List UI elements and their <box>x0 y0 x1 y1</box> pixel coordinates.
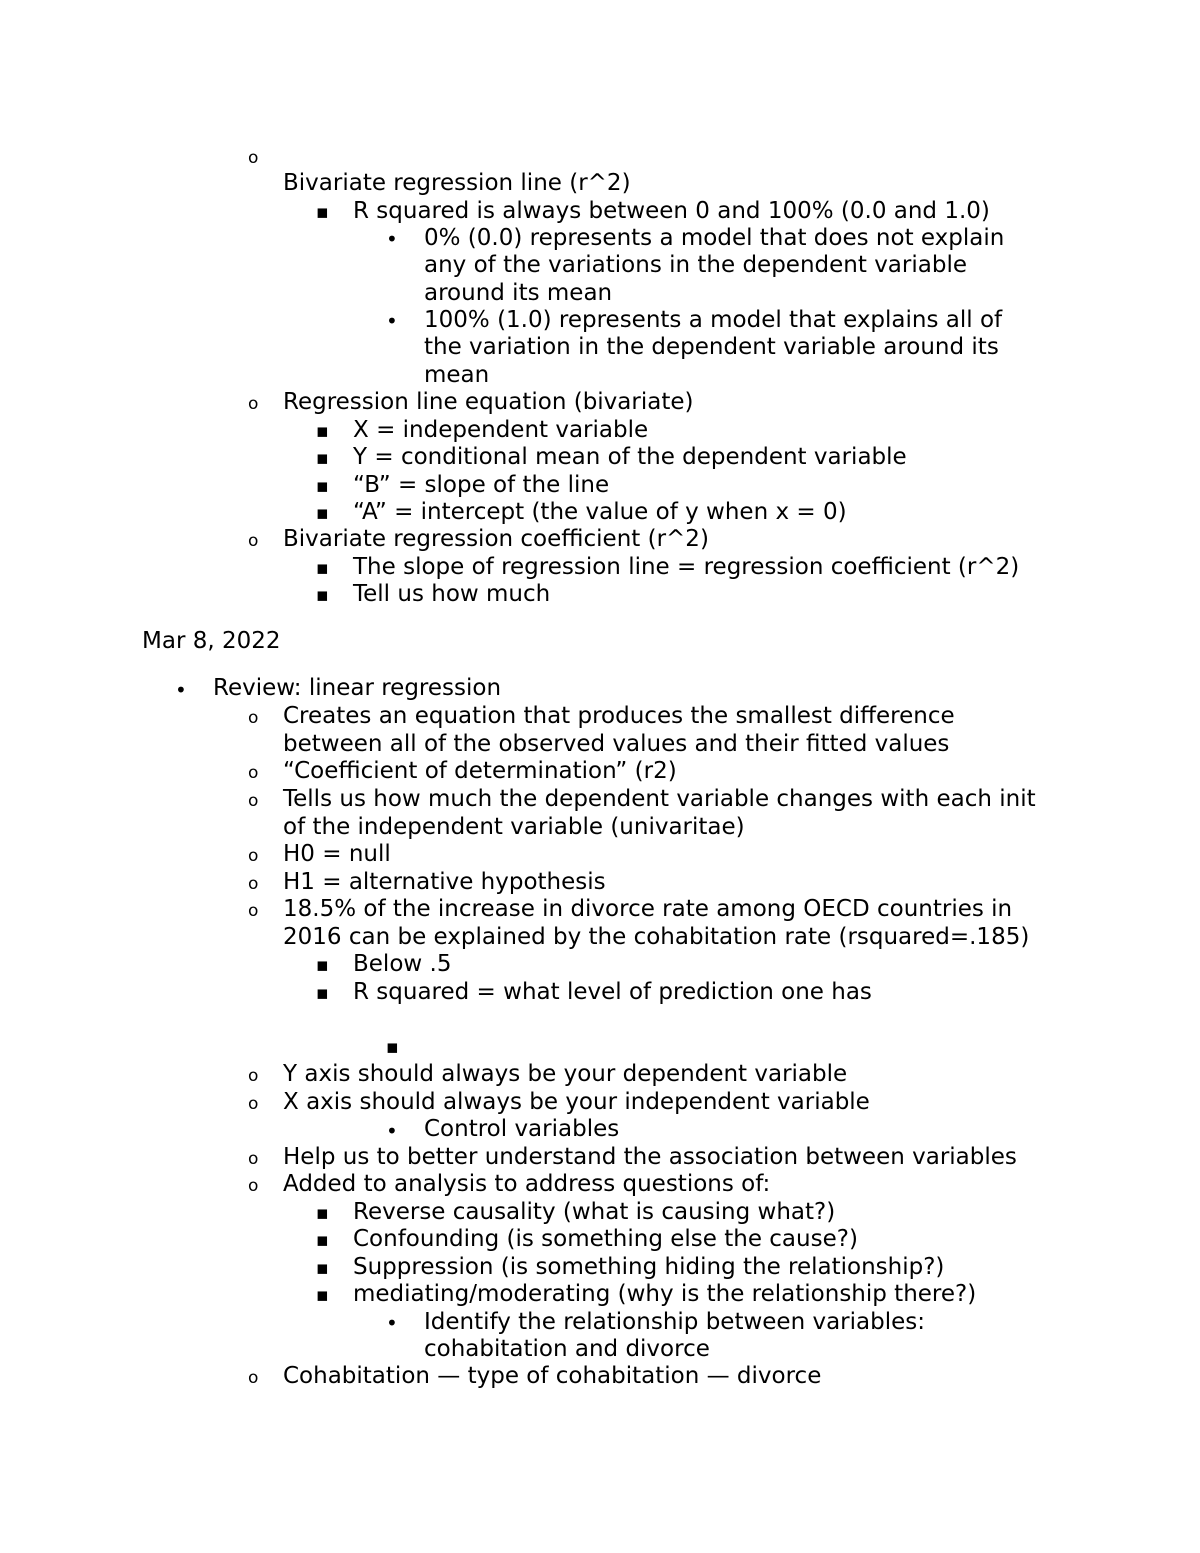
bullet-hollow: o <box>248 1094 259 1114</box>
list-item-continued: 2016 can be explained by the cohabitation rate (rsquared=.185) <box>283 924 1030 950</box>
list-item: Cohabitation — type of cohabitation — divorce <box>283 1363 822 1389</box>
list-item: Bivariate regression coefficient (r^2) <box>283 526 709 552</box>
list-item: R squared is always between 0 and 100% (0.0 and 1.0) <box>353 198 990 224</box>
bullet-round: • <box>386 227 398 251</box>
list-item: H0 = null <box>283 841 391 867</box>
list-item-continued: between all of the observed values and their fitted values <box>283 731 950 757</box>
bullet-hollow: o <box>248 148 259 168</box>
list-item: mediating/moderating (why is the relationship there?) <box>353 1281 977 1307</box>
list-item-continued: cohabitation and divorce <box>424 1336 710 1362</box>
bullet-square: ▪ <box>316 1284 329 1306</box>
bullet-hollow: o <box>248 1066 259 1086</box>
list-item: Suppression (is something hiding the relationship?) <box>353 1254 945 1280</box>
list-item: “Coefficient of determination” (r2) <box>283 758 677 784</box>
bullet-square: ▪ <box>316 502 329 524</box>
list-item: The slope of regression line = regression coefficient (r^2) <box>353 554 1020 580</box>
bullet-round: • <box>175 678 187 702</box>
list-item: Y = conditional mean of the dependent variable <box>353 444 907 470</box>
list-item-continued: of the independent variable (univaritae) <box>283 814 745 840</box>
bullet-hollow: o <box>248 874 259 894</box>
list-item: X axis should always be your independent variable <box>283 1089 870 1115</box>
bullet-hollow: o <box>248 791 259 811</box>
list-item-continued: around its mean <box>424 280 613 306</box>
date-heading: Mar 8, 2022 <box>142 628 281 654</box>
bullet-square: ▪ <box>316 982 329 1004</box>
list-item: Identify the relationship between variables: <box>424 1309 925 1335</box>
list-item: Tell us how much <box>353 581 551 607</box>
bullet-hollow: o <box>248 1176 259 1196</box>
list-item: Reverse causality (what is causing what?) <box>353 1199 836 1225</box>
list-item-continued: any of the variations in the dependent variable <box>424 252 967 278</box>
list-item: 18.5% of the increase in divorce rate among OECD countries in <box>283 896 1013 922</box>
bullet-square: ▪ <box>316 447 329 469</box>
bullet-square: ▪ <box>316 475 329 497</box>
bullet-square: ▪ <box>316 201 329 223</box>
list-item: Help us to better understand the association between variables <box>283 1144 1017 1170</box>
list-item: Review: linear regression <box>213 675 502 701</box>
bullet-hollow: o <box>248 1368 259 1388</box>
list-item: 100% (1.0) represents a model that explains all of <box>424 307 1003 333</box>
list-item: Y axis should always be your dependent variable <box>283 1061 848 1087</box>
bullet-square: ▪ <box>316 1257 329 1279</box>
bullet-round: • <box>386 1119 398 1143</box>
list-item: 0% (0.0) represents a model that does not explain <box>424 225 1005 251</box>
bullet-square: ▪ <box>386 1036 399 1058</box>
list-item: Tells us how much the dependent variable changes with each init <box>283 786 1036 812</box>
list-item: “A” = intercept (the value of y when x = 0) <box>353 499 847 525</box>
list-item: Below .5 <box>353 951 452 977</box>
list-item: Regression line equation (bivariate) <box>283 389 694 415</box>
bullet-hollow: o <box>248 531 259 551</box>
list-item: “B” = slope of the line <box>353 472 610 498</box>
bullet-hollow: o <box>248 901 259 921</box>
list-item: Control variables <box>424 1116 620 1142</box>
list-item: H1 = alternative hypothesis <box>283 869 606 895</box>
section-heading: Bivariate regression line (r^2) <box>283 170 631 196</box>
list-item-continued: the variation in the dependent variable around its <box>424 334 999 360</box>
bullet-square: ▪ <box>316 954 329 976</box>
bullet-square: ▪ <box>316 557 329 579</box>
list-item: R squared = what level of prediction one has <box>353 979 872 1005</box>
bullet-square: ▪ <box>316 584 329 606</box>
bullet-hollow: o <box>248 708 259 728</box>
bullet-hollow: o <box>248 1149 259 1169</box>
list-item-continued: mean <box>424 362 490 388</box>
list-item: Creates an equation that produces the smallest difference <box>283 703 955 729</box>
list-item: X = independent variable <box>353 417 649 443</box>
bullet-hollow: o <box>248 846 259 866</box>
bullet-square: ▪ <box>316 1229 329 1251</box>
bullet-round: • <box>386 1311 398 1335</box>
bullet-hollow: o <box>248 763 259 783</box>
bullet-square: ▪ <box>316 420 329 442</box>
list-item: Added to analysis to address questions of: <box>283 1171 771 1197</box>
bullet-hollow: o <box>248 394 259 414</box>
list-item: Confounding (is something else the cause?) <box>353 1226 858 1252</box>
bullet-round: • <box>386 309 398 333</box>
bullet-square: ▪ <box>316 1202 329 1224</box>
